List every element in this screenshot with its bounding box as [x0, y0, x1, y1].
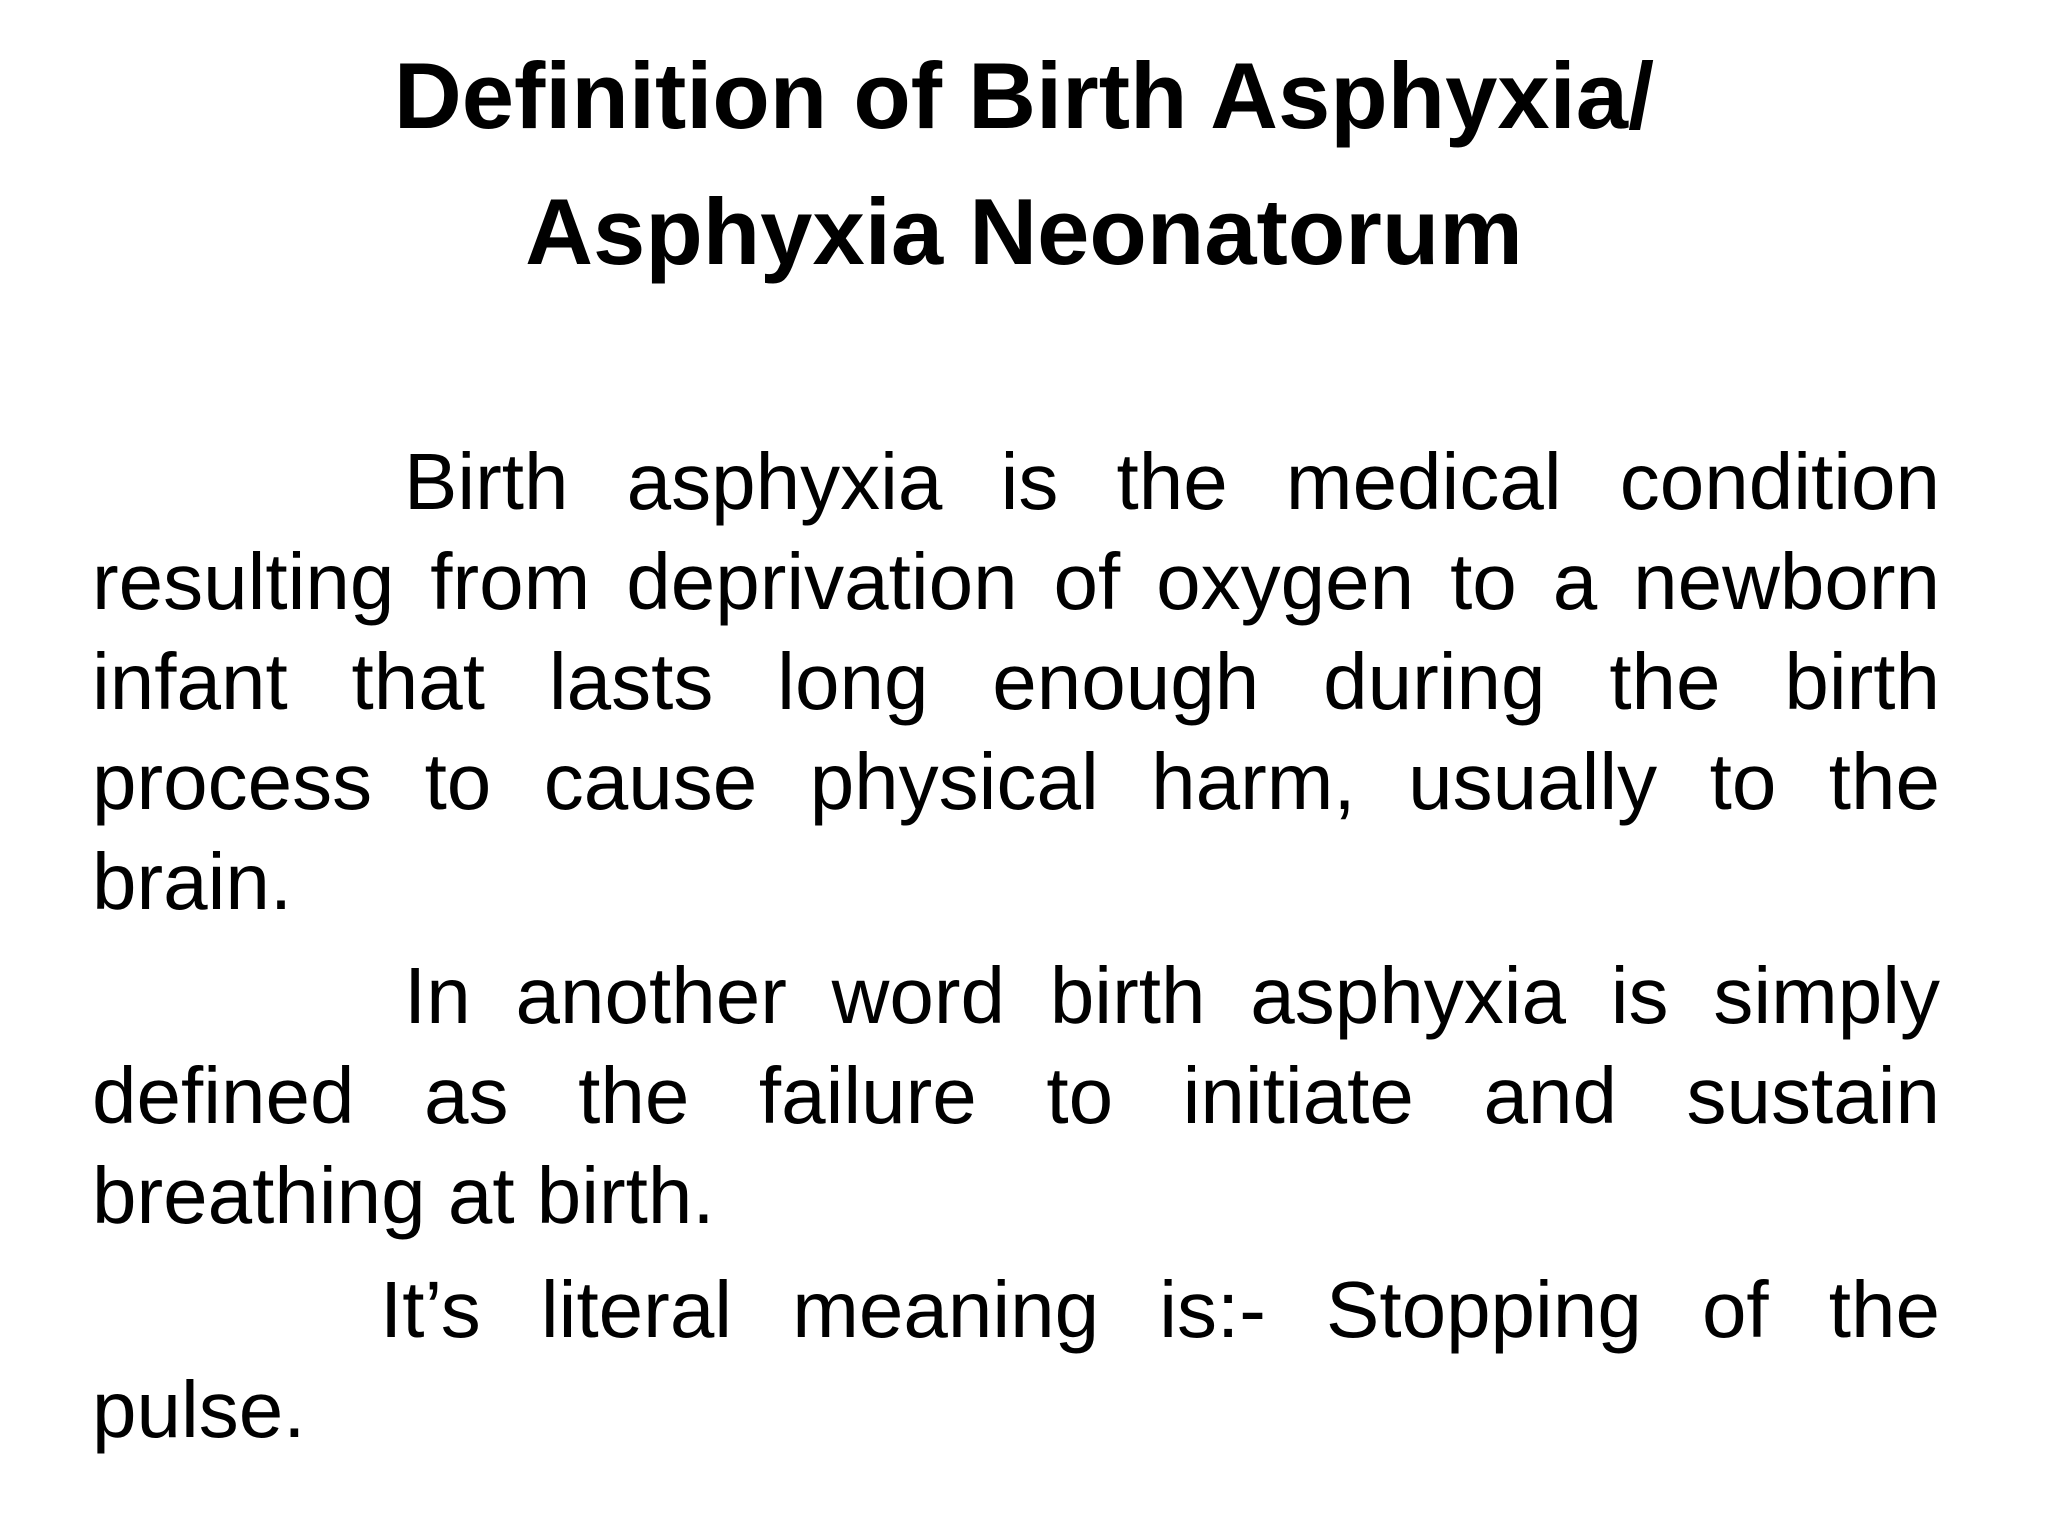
alternate-definition-paragraph: In another word birth asphyxia is simply defined as the failure to initiate and sustain breathing at birth.: [92, 951, 1940, 1240]
slide-title: [0, 28, 2048, 300]
definition-paragraph: Birth asphyxia is the medical condition resulting from deprivation of oxygen to a newborn infant that lasts long enough during the birth process to cause physical harm, usually to the brain.: [92, 437, 1940, 926]
slide-body: [92, 432, 1940, 1474]
slide-title-line-1: Definition of Birth Asphyxia/: [393, 43, 1655, 148]
slide-title-line-2: Asphyxia Neonatorum: [525, 179, 1523, 284]
literal-meaning-paragraph: It’s literal meaning is:- Stopping of the pulse.: [92, 1265, 1940, 1454]
